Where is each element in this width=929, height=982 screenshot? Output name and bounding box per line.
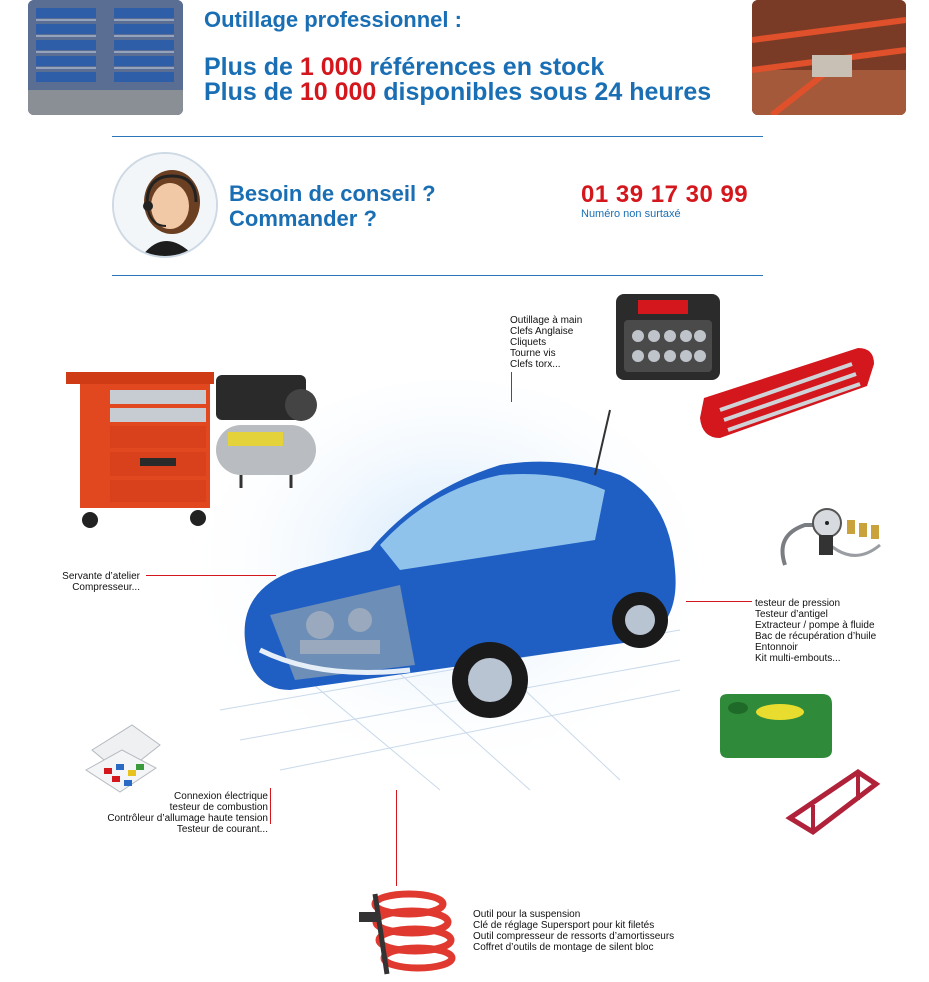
workshop-item: Compresseur... [72,582,140,593]
warehouse-conveyor-photo [752,0,906,115]
hand-tools-list [510,315,582,370]
stock-references-line [204,54,604,80]
fluids-item: Extracteur / pompe à fluide [755,620,875,631]
electrical-connector-kit-image [82,720,162,800]
socket-set-wrench-image [612,290,882,450]
suspension-item: Outil pour la suspension [473,909,581,920]
availability-prefix: Plus de [204,78,300,106]
suspension-item: Clé de réglage Supersport pour kit filetés [473,920,655,931]
hand-tools-item: Clefs Anglaise [510,326,574,337]
connector-line-workshop [146,575,276,576]
advice-question: Besoin de conseil ? [229,181,436,206]
electrical-item: Contrôleur d’allumage haute tension [107,813,268,824]
connector-line-electrical [270,788,271,824]
electrical-item: Connexion électrique [174,791,268,802]
hand-tools-item: Tourne vis [510,348,556,359]
fluids-item: testeur de pression [755,598,841,609]
hand-tools-item: Outillage à main [510,315,583,326]
support-agent-avatar [112,152,218,258]
order-question: Commander ? [229,206,377,231]
electrical-list [60,791,268,835]
spring-compressor-image [357,888,462,978]
suspension-item: Outil compresseur de ressorts d’amortisseurs [473,931,675,942]
electrical-item: testeur de combustion [169,802,268,813]
connector-line-suspension [396,790,397,886]
hand-tools-item: Clefs torx... [510,359,561,370]
fluids-item: Testeur d’antigel [755,609,828,620]
stock-count: 1 000 [299,53,363,81]
warehouse-shelves-photo [28,0,183,115]
connector-line-fluids [686,601,752,602]
fluids-item: Entonnoir [755,642,798,653]
fluids-item: Bac de récupération d’huile [755,631,877,642]
availability-suffix: disponibles sous 24 heures [376,78,712,106]
fluids-item: Kit multi-embouts... [755,653,841,664]
phone-note: Numéro non surtaxé [581,208,681,220]
suspension-item: Coffret d’outils de montage de silent bloc [473,942,654,953]
workshop-item: Servante d’atelier [62,571,140,582]
availability-count: 10 000 [299,78,377,106]
phone-number[interactable]: 01 39 17 30 99 [581,181,749,208]
stock-suffix: références en stock [362,53,605,81]
stock-prefix: Plus de [204,53,300,81]
divider-bottom [112,275,763,276]
pressure-tester-image [775,495,885,580]
tool-cart-compressor-image [66,370,321,540]
connector-line-hand-tools [511,372,512,402]
divider-top [112,136,763,137]
workshop-list [30,571,140,593]
banner-title: Outillage professionnel : [204,7,462,32]
electrical-item: Testeur de courant... [176,824,268,835]
fluids-list [755,598,876,664]
hand-tools-item: Cliquets [510,337,547,348]
availability-line [204,79,711,105]
suspension-list [473,909,674,953]
oil-pan-ramp-image [718,690,883,840]
